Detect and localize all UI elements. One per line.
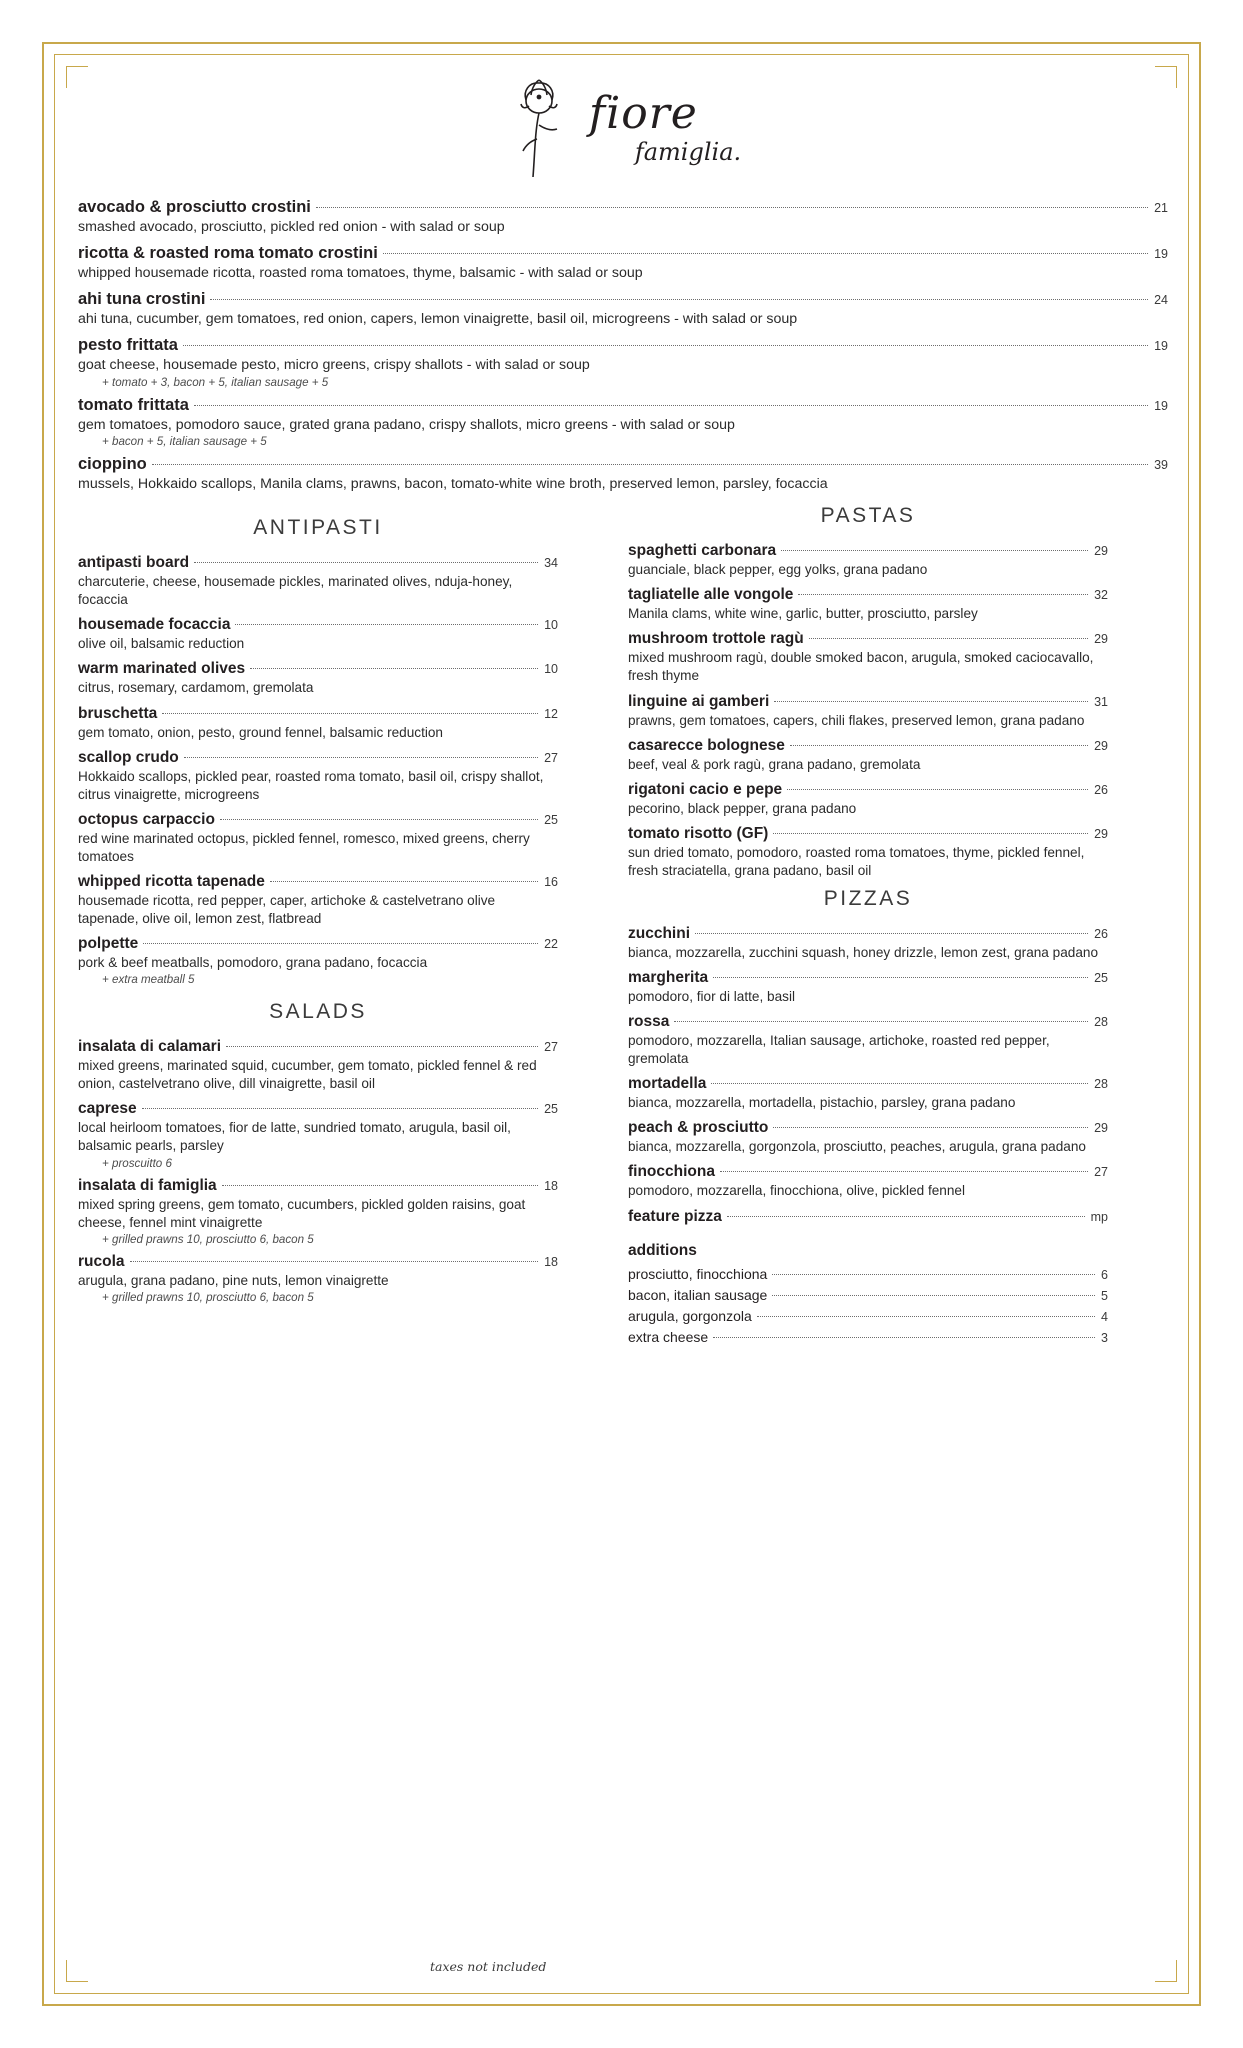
item-name: zucchini	[628, 924, 691, 942]
leader-dots	[781, 550, 1088, 551]
leader-dots	[162, 713, 538, 714]
item-name: polpette	[78, 935, 139, 953]
item-description: sun dried tomato, pomodoro, roasted roma tomatoes, thyme, pickled fennel, fresh straciatella, grana padano, basil oil	[628, 844, 1085, 878]
item-name: rossa	[628, 1013, 670, 1031]
left-column	[78, 502, 558, 1349]
addition-name: bacon, italian sausage	[628, 1286, 768, 1303]
item-description: Manila clams, white wine, garlic, butter, prosciutto, parsley	[628, 606, 978, 622]
item-addon-note: + proscuitto 6	[102, 1156, 172, 1170]
item-name: warm marinated olives	[78, 660, 246, 678]
item-price: 24	[1154, 292, 1168, 307]
item-price: 28	[1094, 1015, 1108, 1030]
item-price: 16	[544, 874, 558, 889]
leader-dots	[184, 757, 538, 758]
item-price: 12	[544, 706, 558, 721]
leader-dots	[222, 1185, 538, 1186]
frame-inner-corner-bottom-left	[66, 1960, 88, 1982]
item-name: linguine ai gamberi	[628, 692, 770, 710]
menu-item	[628, 737, 1108, 774]
item-addon-note: + bacon + 5, italian sausage + 5	[102, 435, 267, 449]
item-name: rucola	[78, 1252, 125, 1270]
leader-dots	[183, 345, 1148, 346]
leader-dots	[194, 405, 1148, 406]
item-name: whipped ricotta tapenade	[78, 872, 265, 890]
item-price: 29	[1094, 738, 1108, 753]
menu-item	[628, 630, 1108, 685]
item-price: 25	[1094, 971, 1108, 986]
taxes-note: taxes not included	[430, 1959, 547, 1974]
menu-item	[78, 455, 1168, 494]
leader-dots	[798, 594, 1088, 595]
item-description: gem tomato, onion, pesto, ground fennel, balsamic reduction	[78, 724, 443, 740]
section-title-antipasti: ANTIPASTI	[253, 516, 383, 540]
item-name: octopus carpaccio	[78, 810, 215, 828]
addition-item	[628, 1308, 1108, 1324]
item-name: feature pizza	[628, 1207, 722, 1225]
menu-item	[78, 660, 558, 697]
item-price: 22	[544, 937, 558, 952]
item-price: 25	[544, 812, 558, 827]
item-addon-note: + grilled prawns 10, prosciutto 6, bacon 5	[102, 1232, 314, 1246]
leader-dots	[720, 1171, 1088, 1172]
item-price: 19	[1154, 246, 1168, 261]
item-description: prawns, gem tomatoes, capers, chili flakes, preserved lemon, grana padano	[628, 712, 1085, 728]
section-title-additions: additions	[628, 1241, 697, 1259]
addition-price: 4	[1101, 1309, 1108, 1324]
menu-item	[628, 925, 1108, 962]
restaurant-logo	[78, 62, 1168, 194]
item-price: 32	[1094, 588, 1108, 603]
item-price: 31	[1094, 694, 1108, 709]
item-price: 26	[1094, 926, 1108, 941]
addition-name: prosciutto, finocchiona	[628, 1265, 768, 1282]
leader-dots	[774, 701, 1088, 702]
item-name: insalata di calamari	[78, 1038, 222, 1056]
menu-item	[78, 935, 558, 986]
menu-item	[78, 873, 558, 928]
menu-item	[78, 1177, 558, 1246]
item-description: mixed mushroom ragù, double smoked bacon, arugula, smoked caciocavallo, fresh thyme	[628, 650, 1094, 684]
item-name: avocado & prosciutto crostini	[78, 198, 311, 216]
item-price: 26	[1094, 782, 1108, 797]
brand-subtitle: famiglia.	[634, 138, 742, 166]
menu-item	[78, 616, 558, 653]
item-description: arugula, grana padano, pine nuts, lemon vinaigrette	[78, 1272, 389, 1288]
item-name: caprese	[78, 1100, 137, 1118]
leader-dots	[727, 1216, 1085, 1217]
leader-dots	[713, 1337, 1095, 1338]
leader-dots	[194, 562, 538, 563]
item-description: Hokkaido scallops, pickled pear, roasted roma tomato, basil oil, crispy shallot, citrus vinaigrette, microgreens	[78, 768, 544, 802]
item-price: 18	[544, 1254, 558, 1269]
menu-item	[628, 1163, 1108, 1200]
addition-price: 6	[1101, 1267, 1108, 1282]
brand-name: fiore	[588, 88, 698, 139]
menu-item	[628, 969, 1108, 1006]
item-description: housemade ricotta, red pepper, caper, artichoke & castelvetrano olive tapenade, olive oil, lemon zest, flatbread	[78, 892, 496, 927]
item-price: 39	[1154, 458, 1168, 473]
item-description: gem tomatoes, pomodoro sauce, grated grana padano, crispy shallots, micro greens - with salad or soup	[78, 416, 735, 433]
brand-text	[588, 88, 742, 166]
item-name: scallop crudo	[78, 748, 179, 766]
menu-item	[78, 1100, 558, 1169]
addition-price: 3	[1101, 1330, 1108, 1345]
item-price: 34	[544, 556, 558, 571]
menu-item	[628, 1208, 1108, 1226]
leader-dots	[235, 624, 538, 625]
leader-dots	[152, 464, 1148, 465]
leader-dots	[773, 833, 1088, 834]
item-price: 29	[1094, 826, 1108, 841]
item-description: mixed spring greens, gem tomato, cucumbers, pickled golden raisins, goat cheese, fennel mint vinaigrette	[78, 1196, 526, 1230]
section-title-salads: SALADS	[269, 1000, 367, 1024]
item-description: goat cheese, housemade pesto, micro greens, crispy shallots - with salad or soup	[78, 356, 590, 373]
item-price: mp	[1090, 1209, 1108, 1224]
leader-dots	[130, 1261, 539, 1262]
menu-item	[78, 244, 1168, 283]
item-name: peach & prosciutto	[628, 1119, 769, 1137]
item-addon-note: + tomato + 3, bacon + 5, italian sausage + 5	[102, 375, 329, 389]
item-name: margherita	[628, 969, 709, 987]
leader-dots	[143, 943, 538, 944]
menu-item	[78, 1253, 558, 1304]
item-description: citrus, rosemary, cardamom, gremolata	[78, 680, 314, 696]
item-price: 29	[1094, 544, 1108, 559]
item-name: casarecce bolognese	[628, 736, 785, 754]
menu-item	[78, 811, 558, 866]
item-name: bruschetta	[78, 704, 158, 722]
item-name: tomato risotto (GF)	[628, 824, 769, 842]
item-name: pesto frittata	[78, 335, 178, 354]
menu-item	[628, 1075, 1108, 1112]
item-description: bianca, mozzarella, zucchini squash, honey drizzle, lemon zest, grana padano	[628, 944, 1099, 960]
item-price: 21	[1154, 201, 1168, 215]
item-name: housemade focaccia	[78, 616, 231, 634]
item-price: 18	[544, 1178, 558, 1193]
menu-item	[78, 554, 558, 609]
leader-dots	[674, 1021, 1088, 1022]
item-name: spaghetti carbonara	[628, 542, 777, 560]
menu-item	[78, 705, 558, 742]
item-description: red wine marinated octopus, pickled fennel, romesco, mixed greens, cherry tomatoes	[78, 830, 530, 864]
item-name: tomato frittata	[78, 395, 189, 414]
item-price: 10	[544, 618, 558, 633]
menu-item	[78, 1038, 558, 1093]
leader-dots	[695, 933, 1088, 934]
item-name: mortadella	[628, 1075, 707, 1093]
leader-dots	[220, 819, 538, 820]
leader-dots	[383, 253, 1148, 254]
item-name: tagliatelle alle vongole	[628, 586, 794, 604]
right-column	[628, 502, 1108, 1349]
leader-dots	[142, 1108, 538, 1109]
item-description: mussels, Hokkaido scallops, Manila clams, prawns, bacon, tomato-white wine broth, preserved lemon, parsley, focaccia	[78, 476, 828, 493]
item-description: pork & beef meatballs, pomodoro, grana padano, focaccia	[78, 955, 428, 971]
item-addon-note: + extra meatball 5	[102, 973, 195, 987]
item-description: guanciale, black pepper, egg yolks, grana padano	[628, 562, 928, 578]
item-description: whipped housemade ricotta, roasted roma tomatoes, thyme, balsamic - with salad or soup	[78, 264, 643, 281]
menu-item	[628, 693, 1108, 730]
item-name: rigatoni cacio e pepe	[628, 780, 783, 798]
leader-dots	[226, 1046, 538, 1047]
addition-item	[628, 1329, 1108, 1345]
item-price: 10	[544, 662, 558, 677]
item-description: ahi tuna, cucumber, gem tomatoes, red onion, capers, lemon vinaigrette, basil oil, microgreens - with salad or soup	[78, 310, 798, 327]
leader-dots	[757, 1316, 1095, 1317]
item-description: beef, veal & pork ragù, grana padano, gremolata	[628, 756, 921, 772]
leader-dots	[773, 1127, 1088, 1128]
menu-item	[628, 542, 1108, 579]
section-title-pizzas: PIZZAS	[823, 886, 913, 910]
leader-dots	[713, 977, 1088, 978]
item-description: pomodoro, fior di latte, basil	[628, 989, 795, 1005]
item-addon-note: + grilled prawns 10, prosciutto 6, bacon 5	[102, 1290, 314, 1304]
leader-dots	[809, 638, 1088, 639]
item-description: olive oil, balsamic reduction	[78, 636, 245, 652]
leader-dots	[772, 1274, 1095, 1275]
item-price: 27	[544, 1040, 558, 1055]
menu-item	[628, 781, 1108, 818]
item-price: 29	[1094, 1121, 1108, 1136]
item-description: smashed avocado, prosciutto, pickled red onion - with salad or soup	[78, 219, 505, 235]
addition-name: arugula, gorgonzola	[628, 1307, 752, 1324]
menu-item	[78, 198, 1168, 237]
poppy-flower-icon	[505, 73, 575, 183]
addition-item	[628, 1266, 1108, 1282]
frame-inner-corner-bottom-right	[1155, 1960, 1177, 1982]
item-name: ahi tuna crostini	[78, 289, 206, 308]
leader-dots	[210, 299, 1148, 300]
item-price: 19	[1154, 338, 1168, 353]
item-description: pecorino, black pepper, grana padano	[628, 800, 857, 816]
leader-dots	[790, 745, 1088, 746]
menu-content	[78, 62, 1168, 1350]
leader-dots	[316, 207, 1148, 208]
item-description: mixed greens, marinated squid, cucumber, gem tomato, pickled fennel & red onion, castelvetrano olive, dill vinaigrette, basil oil	[78, 1058, 537, 1092]
menu-item	[78, 336, 1168, 389]
item-description: bianca, mozzarella, gorgonzola, prosciutto, peaches, arugula, grana padano	[628, 1139, 1086, 1155]
menu-columns	[78, 502, 1168, 1349]
item-name: ricotta & roasted roma tomato crostini	[78, 243, 378, 262]
item-name: insalata di famiglia	[78, 1176, 217, 1194]
item-description: pomodoro, mozzarella, Italian sausage, artichoke, roasted red pepper, gremolata	[628, 1033, 1050, 1067]
item-price: 27	[544, 750, 558, 765]
item-name: cioppino	[78, 455, 147, 474]
leader-dots	[250, 668, 538, 669]
item-price: 25	[544, 1102, 558, 1117]
item-name: antipasti board	[78, 554, 190, 572]
menu-item	[628, 825, 1108, 880]
section-title-pastas: PASTAS	[820, 504, 916, 528]
item-price: 19	[1154, 398, 1168, 413]
item-price: 27	[1094, 1165, 1108, 1180]
item-description: local heirloom tomatoes, fior de latte, sundried tomato, arugula, basil oil, balsamic pearls, parsley	[78, 1120, 511, 1154]
item-name: finocchiona	[628, 1163, 715, 1181]
menu-item	[628, 1119, 1108, 1156]
menu-item	[78, 396, 1168, 449]
addition-item	[628, 1287, 1108, 1303]
item-name: mushroom trottole ragù	[628, 630, 804, 648]
menu-item	[628, 1013, 1108, 1068]
leader-dots	[787, 789, 1088, 790]
addition-price: 5	[1101, 1288, 1108, 1303]
menu-item	[78, 290, 1168, 329]
crostini-frittata-section	[78, 198, 1168, 494]
item-description: charcuterie, cheese, housemade pickles, marinated olives, nduja-honey, focaccia	[78, 574, 513, 608]
menu-item	[628, 586, 1108, 623]
item-price: 28	[1094, 1077, 1108, 1092]
leader-dots	[270, 881, 538, 882]
item-price: 29	[1094, 632, 1108, 647]
leader-dots	[711, 1083, 1088, 1084]
menu-item	[78, 749, 558, 804]
item-description: pomodoro, mozzarella, finocchiona, olive, pickled fennel	[628, 1183, 966, 1199]
item-description: bianca, mozzarella, mortadella, pistachio, parsley, grana padano	[628, 1095, 1016, 1111]
addition-name: extra cheese	[628, 1328, 709, 1345]
leader-dots	[772, 1295, 1095, 1296]
